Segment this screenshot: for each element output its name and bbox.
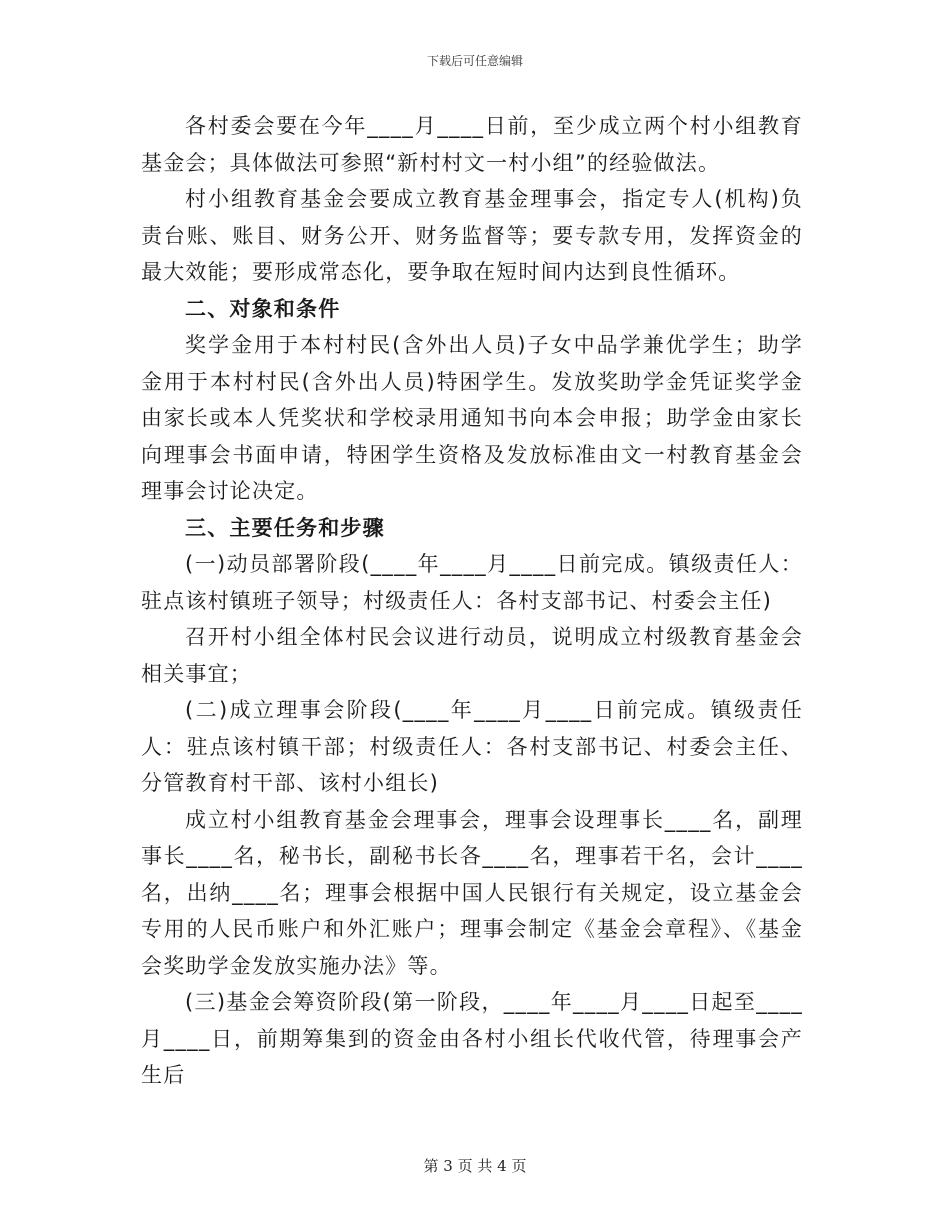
paragraph-stage-two-detail: 成立村小组教育基金会理事会，理事会设理事长____名，副理事长____名，秘书长，副秘书长各____名，理事若干名，会计____名，出纳____名；理事会根据中国人民银行有关规定，设立基金会专用的人民币账户和外汇账户；理事会制定《基金会章程》、《基金会奖助学金发放实施办法》等。	[141, 807, 803, 978]
paragraph-stage-one-detail: 召开村小组全体村民会议进行动员，说明成立村级教育基金会相关事宜；	[141, 625, 803, 686]
paragraph-stage-two: (二)成立理事会阶段(____年____月____日前完成。镇级责任人：驻点该村镇干部；村级责任人：各村支部书记、村委会主任、分管教育村干部、该村小组长)	[141, 698, 803, 795]
paragraph-stage-one: (一)动员部署阶段(____年____月____日前完成。镇级责任人：驻点该村镇班子领导；村级责任人：各村支部书记、村委会主任)	[141, 552, 803, 613]
paragraph-council-duties: 村小组教育基金会要成立教育基金理事会，指定专人(机构)负责台账、账目、财务公开、财务监督等；要专款专用，发挥资金的最大效能；要形成常态化，要争取在短时间内达到良性循环。	[141, 187, 803, 284]
paragraph-foundation-deadline: 各村委会要在今年____月____日前，至少成立两个村小组教育基金会；具体做法可参照“新村村文一村小组”的经验做法。	[141, 114, 803, 175]
section-heading-targets: 二、对象和条件	[185, 296, 341, 321]
page-header: 下载后可任意编辑	[426, 54, 523, 68]
paragraph-stage-three: (三)基金会筹资阶段(第一阶段，____年____月____日起至____月____日，前期筹集到的资金由各村小组长代收代管，待理事会产生后	[141, 990, 803, 1087]
document-body	[141, 108, 803, 1094]
page-footer: 第 3 页 共 4 页	[423, 1157, 527, 1175]
paragraph-scholarship-rules: 奖学金用于本村村民(含外出人员)子女中品学兼优学生；助学金用于本村村民(含外出人员)特困学生。发放奖助学金凭证奖学金由家长或本人凭奖状和学校录用通知书向本会申报；助学金由家长向理事会书面申请，特困学生资格及发放标准由文一村教育基金会理事会讨论决定。	[141, 333, 803, 503]
section-heading-tasks: 三、主要任务和步骤	[185, 515, 385, 540]
